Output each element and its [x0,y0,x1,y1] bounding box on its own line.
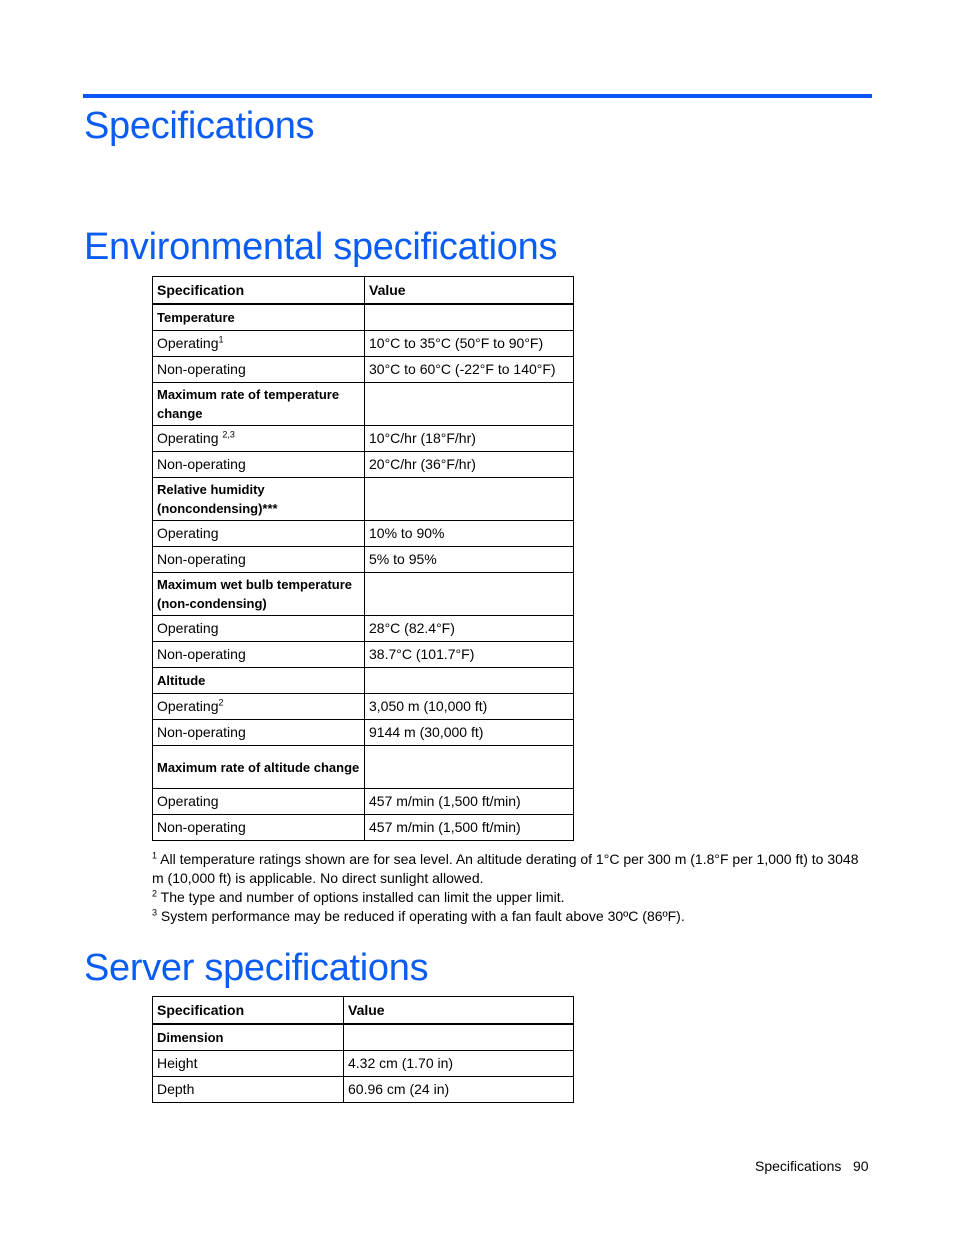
spec-label: Non-operating [157,724,246,740]
table-row [153,331,574,357]
spec-label: Maximum rate of temperature change [157,387,340,421]
environmental-specifications-table [152,276,574,841]
category-row [153,383,574,426]
spec-label: Non-operating [157,551,246,567]
footnote-ref: 1 [218,334,224,345]
spec-value: 20°C/hr (36°F/hr) [365,452,574,478]
spec-label: Operating [157,793,219,809]
footer-section-label: Specifications [755,1158,842,1174]
spec-label-cell [153,478,365,521]
footnote [152,907,874,926]
footnote-text: All temperature ratings shown are for sea level. An altitude derating of 1°C per 300 m (1.8°F per 1,000 ft) to 3048 m (10,000 ft) is applicable. No direct sunlight allowed. [152,851,859,886]
spec-value [365,573,574,616]
spec-label: Operating [157,430,223,446]
spec-label-cell [153,1051,344,1077]
footer-page-number: 90 [853,1158,869,1174]
spec-label: Maximum wet bulb temperature (non-condensing) [157,577,353,611]
spec-label-cell [153,720,365,746]
spec-label-cell [153,616,365,642]
category-row [153,304,574,331]
table-row [153,1051,574,1077]
spec-value: 28°C (82.4°F) [365,616,574,642]
spec-value: 10% to 90% [365,521,574,547]
header-value: Value [365,277,574,305]
footnote-number: 1 [152,850,158,861]
spec-label: Operating [157,525,219,541]
spec-label: Non-operating [157,646,246,662]
table-row [153,720,574,746]
footnote [152,850,874,888]
footnote-ref: 2,3 [222,429,235,440]
spec-value: 30°C to 60°C (-22°F to 140°F) [365,357,574,383]
category-row [153,1024,574,1051]
table-row [153,452,574,478]
table-row [153,642,574,668]
spec-label-cell [153,1077,344,1103]
spec-label-cell [153,383,365,426]
table-row [153,547,574,573]
spec-label-cell [153,789,365,815]
footnote-number: 3 [152,907,158,918]
spec-label-cell [153,815,365,841]
spec-value: 10°C/hr (18°F/hr) [365,426,574,452]
category-row [153,573,574,616]
spec-label: Height [157,1055,198,1071]
spec-label: Non-operating [157,456,246,472]
footnote-text: System performance may be reduced if operating with a fan fault above 30ºC (86ºF). [157,908,685,924]
environmental-specifications-heading: Environmental specifications [84,226,558,268]
spec-label: Altitude [157,673,206,688]
spec-label: Maximum rate of altitude change [157,759,360,775]
table-header-row [153,997,574,1025]
footnote-text: The type and number of options installed can limit the upper limit. [157,889,565,905]
spec-value [344,1024,574,1051]
page-title: Specifications [84,105,315,147]
spec-label: Non-operating [157,819,246,835]
server-specifications-heading: Server specifications [84,947,429,989]
spec-value: 5% to 95% [365,547,574,573]
spec-value: 60.96 cm (24 in) [344,1077,574,1103]
spec-label: Operating [157,698,219,714]
table-row [153,616,574,642]
spec-label: Depth [157,1081,195,1097]
spec-label-cell [153,547,365,573]
spec-label-cell [153,331,365,357]
spec-label-cell [153,746,365,789]
spec-label-cell [153,694,365,720]
server-specifications-table [152,996,574,1103]
spec-value: 457 m/min (1,500 ft/min) [365,789,574,815]
table-row [153,426,574,452]
spec-label-cell [153,521,365,547]
spec-label: Operating [157,335,219,351]
spec-label-cell [153,668,365,694]
header-specification: Specification [153,277,365,305]
table-row [153,521,574,547]
table-row [153,694,574,720]
spec-value [365,383,574,426]
spec-label-cell [153,426,365,452]
header-value: Value [344,997,574,1025]
spec-value [365,478,574,521]
spec-label: Temperature [157,310,235,325]
table-row [153,815,574,841]
spec-value [365,668,574,694]
spec-label: Operating [157,620,219,636]
category-row [153,478,574,521]
spec-label-cell [153,304,365,331]
spec-label-cell [153,642,365,668]
spec-label-cell [153,1024,344,1051]
spec-label: Relative humidity (noncondensing)*** [157,482,278,516]
spec-label: Dimension [157,1030,224,1045]
spec-label-cell [153,573,365,616]
footnotes [152,850,874,926]
header-specification: Specification [153,997,344,1025]
table-header-row [153,277,574,305]
table-row [153,357,574,383]
table-row [153,1077,574,1103]
spec-value [365,304,574,331]
spec-label-cell [153,357,365,383]
spec-value: 38.7°C (101.7°F) [365,642,574,668]
category-row [153,668,574,694]
spec-value: 3,050 m (10,000 ft) [365,694,574,720]
spec-value [365,746,574,789]
footnote-number: 2 [152,888,158,899]
top-rule [83,94,872,98]
footnote [152,888,874,907]
spec-value: 10°C to 35°C (50°F to 90°F) [365,331,574,357]
spec-value: 9144 m (30,000 ft) [365,720,574,746]
spec-value: 457 m/min (1,500 ft/min) [365,815,574,841]
category-row [153,746,574,789]
spec-value: 4.32 cm (1.70 in) [344,1051,574,1077]
spec-label: Non-operating [157,361,246,377]
footnote-ref: 2 [218,697,224,708]
table-row [153,789,574,815]
spec-label-cell [153,452,365,478]
